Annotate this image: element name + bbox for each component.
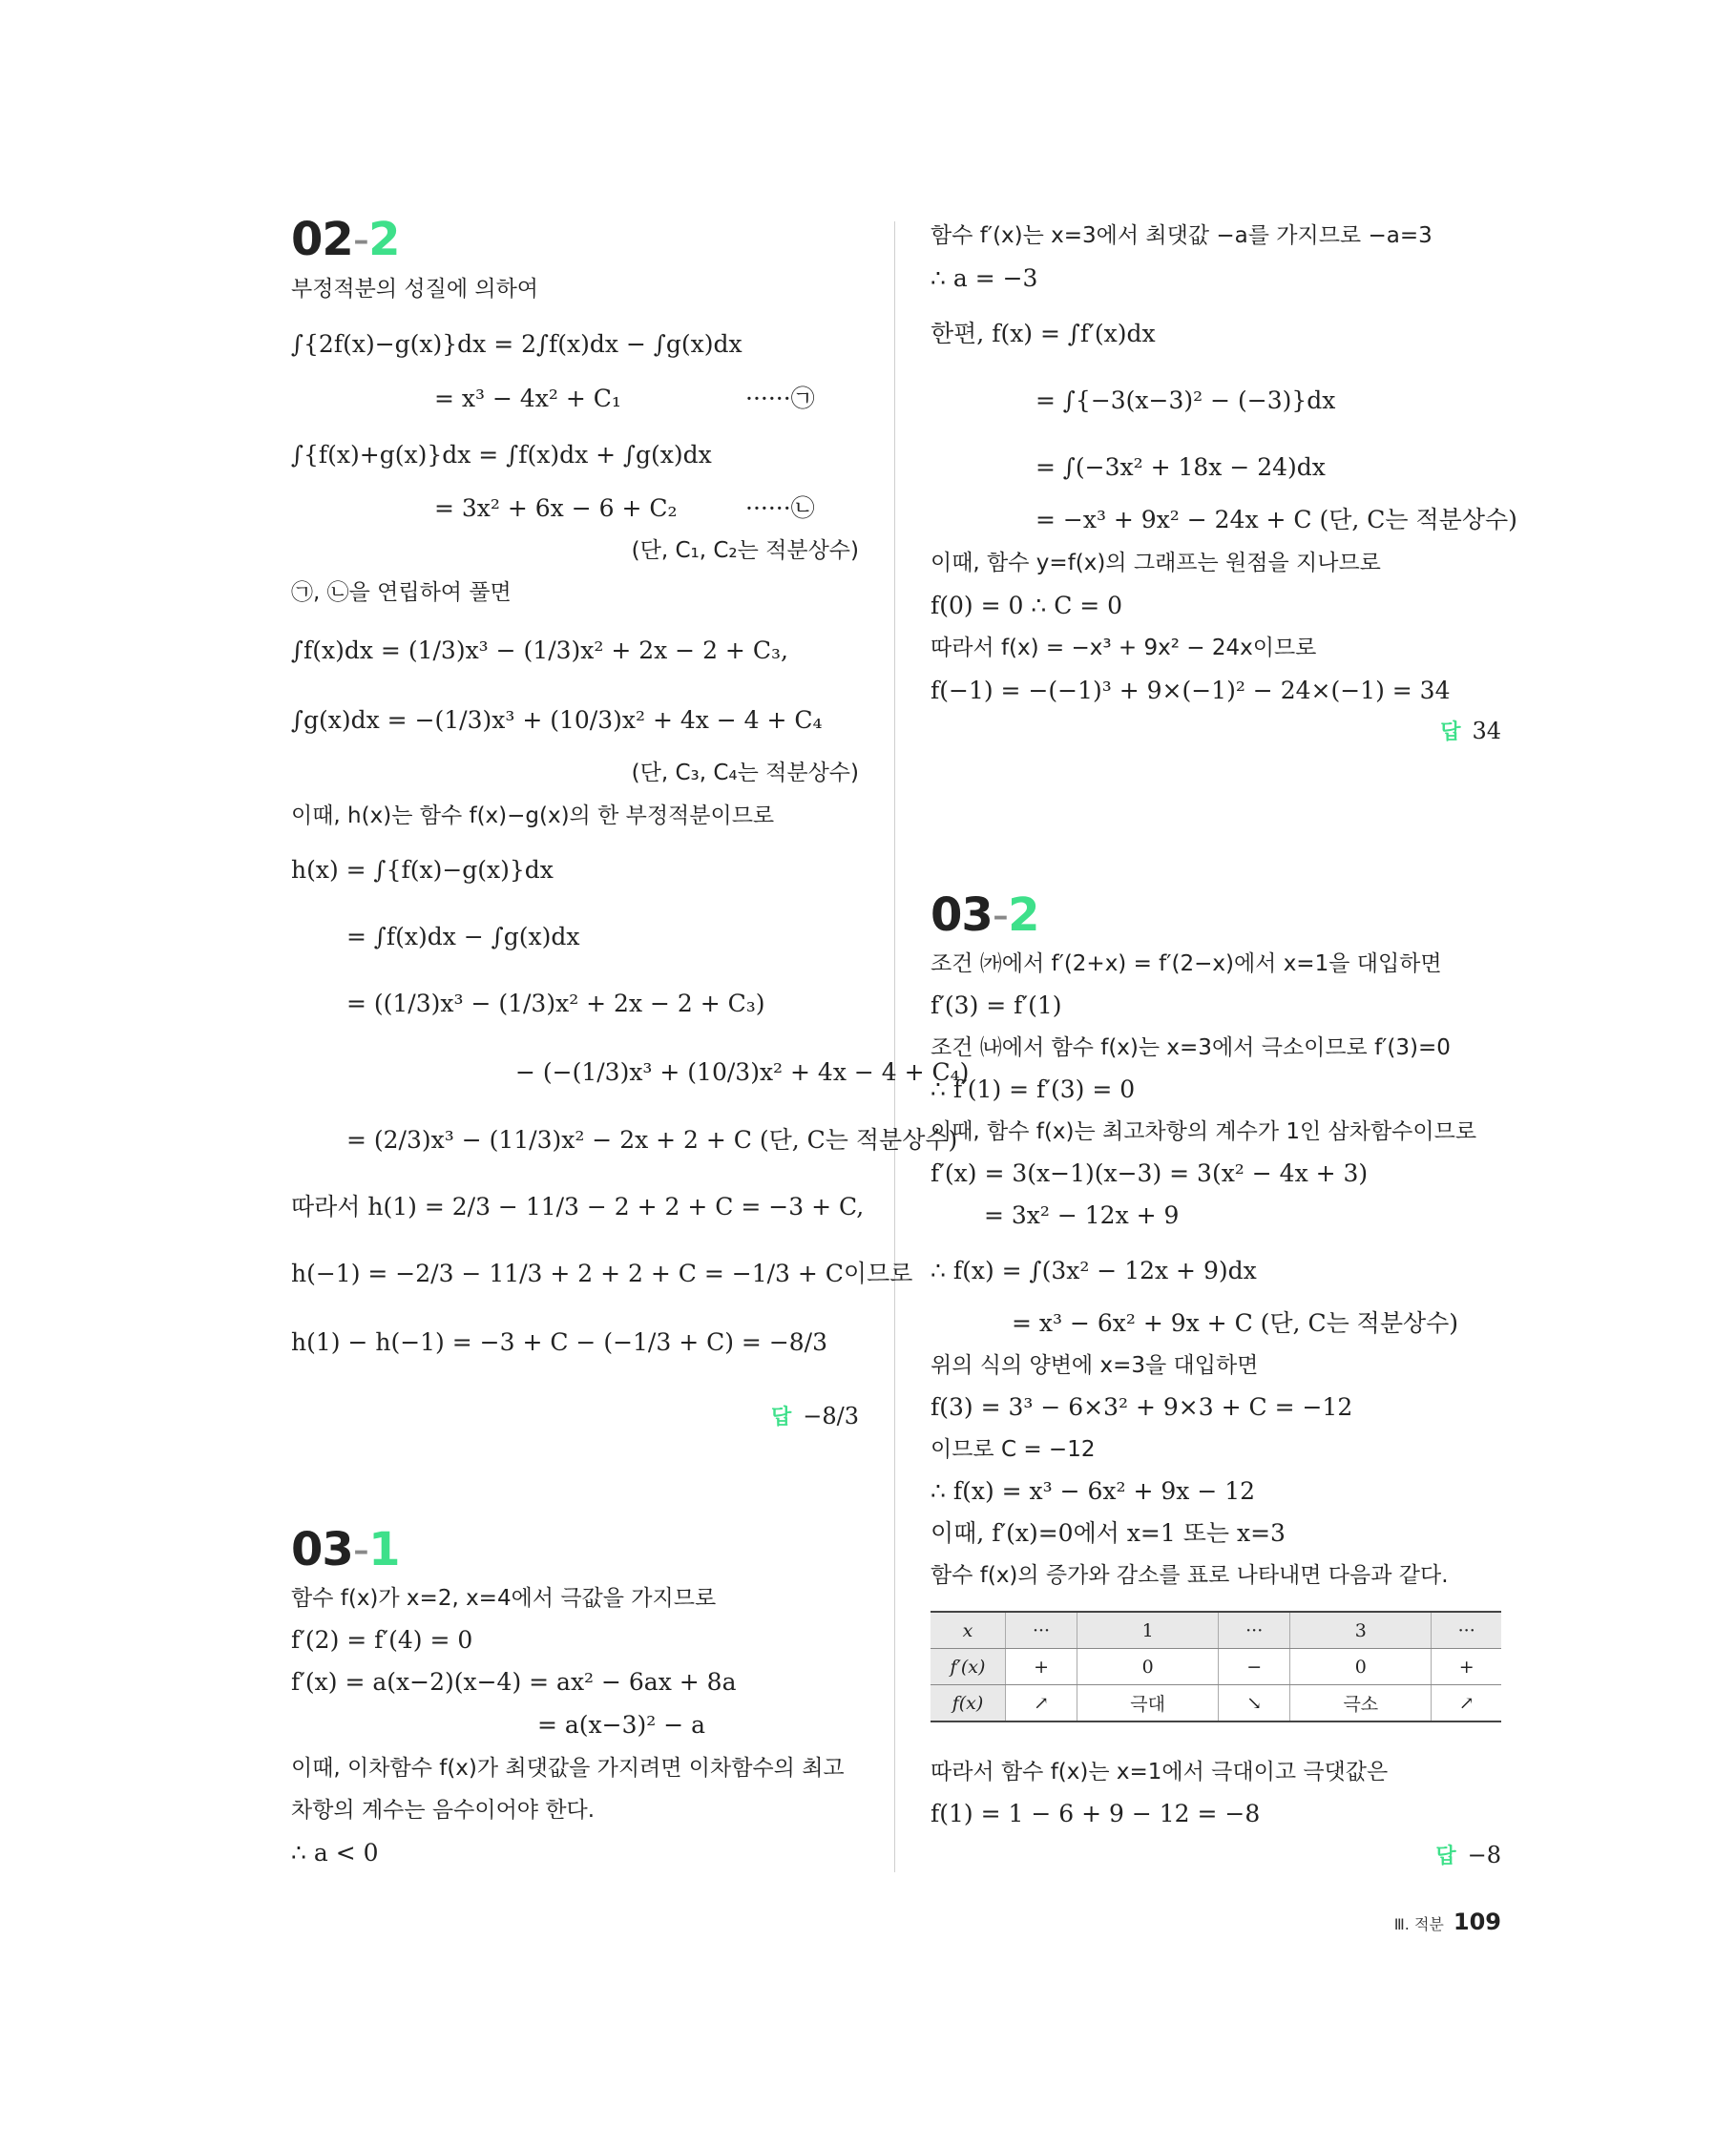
table-cell: 3 bbox=[1290, 1612, 1432, 1649]
table-cell: x bbox=[931, 1612, 1006, 1649]
table-cell: 0 bbox=[1290, 1649, 1432, 1685]
equation-line: h(−1) = −2/3 − 11/3 + 2 + 2 + C = −1/3 + C이므로 bbox=[291, 1260, 913, 1287]
equation-line: 이때, f′(x)=0에서 x=1 또는 x=3 bbox=[931, 1519, 1286, 1547]
table-cell: ↗ bbox=[1006, 1685, 1077, 1722]
table-cell: ↘ bbox=[1219, 1685, 1290, 1722]
text-line: 차항의 계수는 음수이어야 한다. bbox=[291, 1798, 596, 1823]
equation-line: f(1) = 1 − 6 + 9 − 12 = −8 bbox=[931, 1800, 1261, 1827]
equation-line: f′(3) = f′(1) bbox=[931, 991, 1062, 1019]
equation-line: = x³ − 4x² + C₁ bbox=[434, 385, 621, 412]
chapter-label: Ⅲ. 적분 bbox=[1393, 1915, 1444, 1933]
answer-03-1: 답 34 bbox=[1440, 718, 1501, 744]
text-line: 함수 f(x)의 증가와 감소를 표로 나타내면 다음과 같다. bbox=[931, 1563, 1449, 1588]
column-divider bbox=[894, 221, 895, 1872]
equation-line: f′(x) = a(x−2)(x−4) = ax² − 6ax + 8a bbox=[291, 1668, 737, 1696]
text-line: ㉠, ㉡을 연립하여 풀면 bbox=[291, 580, 512, 605]
equation-line: f′(x) = 3(x−1)(x−3) = 3(x² − 4x + 3) bbox=[931, 1159, 1369, 1187]
table-cell: 극대 bbox=[1077, 1685, 1219, 1722]
equation-line: ∴ a = −3 bbox=[931, 264, 1038, 292]
equation-line: = −x³ + 9x² − 24x + C (단, C는 적분상수) bbox=[1035, 506, 1517, 533]
table-cell: ··· bbox=[1006, 1612, 1077, 1649]
answer-03-2: 답 −8 bbox=[1435, 1842, 1501, 1868]
constant-note: (단, C₃, C₄는 적분상수) bbox=[631, 761, 859, 785]
text-line: 함수 f′(x)는 x=3에서 최댓값 −a를 가지므로 −a=3 bbox=[931, 223, 1433, 248]
equation-label: ······㉠ bbox=[745, 385, 815, 412]
equation-line: ∴ f(x) = ∫(3x² − 12x + 9)dx bbox=[931, 1257, 1257, 1284]
table-cell: ··· bbox=[1432, 1612, 1501, 1649]
text-line: 함수 f(x)가 x=2, x=4에서 극값을 가지므로 bbox=[291, 1586, 717, 1611]
page-number: 109 bbox=[1453, 1909, 1501, 1935]
equation-line: = x³ − 6x² + 9x + C (단, C는 적분상수) bbox=[1012, 1309, 1459, 1337]
equation-line: f(3) = 3³ − 6×3² + 9×3 + C = −12 bbox=[931, 1393, 1353, 1421]
text-line: 조건 ㈎에서 f′(2+x) = f′(2−x)에서 x=1을 대입하면 bbox=[931, 951, 1442, 976]
table-cell: f(x) bbox=[931, 1685, 1006, 1722]
table-cell: f′(x) bbox=[931, 1649, 1006, 1685]
constant-note: (단, C₁, C₂는 적분상수) bbox=[631, 538, 859, 563]
equation-line: = ∫(−3x² + 18x − 24)dx bbox=[1035, 453, 1326, 481]
problem-title-02-2: 02-2 bbox=[291, 213, 400, 266]
equation-line: 한편, f(x) = ∫f′(x)dx bbox=[931, 320, 1156, 347]
text-line: 이때, 이차함수 f(x)가 최댓값을 가지려면 이차함수의 최고 bbox=[291, 1756, 845, 1781]
text-line: 이때, 함수 y=f(x)의 그래프는 원점을 지나므로 bbox=[931, 551, 1381, 575]
equation-line: h(x) = ∫{f(x)−g(x)}dx bbox=[291, 856, 554, 884]
equation-line: ∫{2f(x)−g(x)}dx = 2∫f(x)dx − ∫g(x)dx bbox=[291, 330, 743, 358]
equation-line: f(0) = 0 ∴ C = 0 bbox=[931, 592, 1123, 619]
table-cell: ··· bbox=[1219, 1612, 1290, 1649]
equation-line: ∫{f(x)+g(x)}dx = ∫f(x)dx + ∫g(x)dx bbox=[291, 441, 712, 469]
equation-line: ∴ f′(1) = f′(3) = 0 bbox=[931, 1075, 1136, 1103]
equation-line: 따라서 h(1) = 2/3 − 11/3 − 2 + 2 + C = −3 + C, bbox=[291, 1193, 865, 1221]
text-line: 따라서 함수 f(x)는 x=1에서 극대이고 극댓값은 bbox=[931, 1760, 1389, 1784]
problem-title-03-1: 03-1 bbox=[291, 1523, 400, 1576]
problem-title-03-2: 03-2 bbox=[931, 888, 1039, 942]
table-cell: − bbox=[1219, 1649, 1290, 1685]
table-row bbox=[931, 1612, 1501, 1649]
equation-line: ∫f(x)dx = (1/3)x³ − (1/3)x² + 2x − 2 + C₃, bbox=[291, 636, 788, 664]
equation-line: = a(x−3)² − a bbox=[537, 1711, 706, 1739]
equation-line: − (−(1/3)x³ + (10/3)x² + 4x − 4 + C₄) bbox=[515, 1058, 970, 1086]
equation-line: = 3x² − 12x + 9 bbox=[984, 1201, 1180, 1229]
text-line: 이때, h(x)는 함수 f(x)−g(x)의 한 부정적분이므로 bbox=[291, 803, 775, 828]
table-cell: ↗ bbox=[1432, 1685, 1501, 1722]
table-cell: 0 bbox=[1077, 1649, 1219, 1685]
equation-line: h(1) − h(−1) = −3 + C − (−1/3 + C) = −8/3 bbox=[291, 1328, 827, 1356]
table-row bbox=[931, 1649, 1501, 1685]
equation-line: = 3x² + 6x − 6 + C₂ bbox=[434, 494, 678, 522]
equation-line: ∴ a < 0 bbox=[291, 1839, 379, 1867]
equation-label: ······㉡ bbox=[745, 494, 815, 522]
equation-line: ∴ f(x) = x³ − 6x² + 9x − 12 bbox=[931, 1477, 1256, 1505]
table-cell: 극소 bbox=[1290, 1685, 1432, 1722]
table-cell: + bbox=[1432, 1649, 1501, 1685]
increase-decrease-table bbox=[931, 1611, 1501, 1722]
equation-line: = ∫f(x)dx − ∫g(x)dx bbox=[346, 923, 580, 950]
equation-line: = ∫{−3(x−3)² − (−3)}dx bbox=[1035, 386, 1336, 414]
equation-line: f′(2) = f′(4) = 0 bbox=[291, 1626, 473, 1654]
text-line: 조건 ㈏에서 함수 f(x)는 x=3에서 극소이므로 f′(3)=0 bbox=[931, 1035, 1451, 1060]
table-row bbox=[931, 1685, 1501, 1722]
equation-line: f(−1) = −(−1)³ + 9×(−1)² − 24×(−1) = 34 bbox=[931, 677, 1451, 704]
equation-line: = (2/3)x³ − (11/3)x² − 2x + 2 + C (단, C는 적분상수) bbox=[346, 1126, 958, 1154]
text-line: 이때, 함수 f(x)는 최고차항의 계수가 1인 삼차함수이므로 bbox=[931, 1119, 1477, 1144]
table-cell: 1 bbox=[1077, 1612, 1219, 1649]
text-line: 위의 식의 양변에 x=3을 대입하면 bbox=[931, 1353, 1259, 1378]
text-line: 부정적분의 성질에 의하여 bbox=[291, 277, 539, 302]
text-line: 이므로 C = −12 bbox=[931, 1437, 1096, 1462]
equation-line: = ((1/3)x³ − (1/3)x² + 2x − 2 + C₃) bbox=[346, 990, 765, 1017]
equation-line: ∫g(x)dx = −(1/3)x³ + (10/3)x² + 4x − 4 + C₄ bbox=[291, 706, 823, 734]
page-footer bbox=[1394, 1909, 1501, 1935]
text-line: 따라서 f(x) = −x³ + 9x² − 24x이므로 bbox=[931, 636, 1317, 660]
table-cell: + bbox=[1006, 1649, 1077, 1685]
answer-02-2: 답 −8/3 bbox=[771, 1403, 859, 1429]
